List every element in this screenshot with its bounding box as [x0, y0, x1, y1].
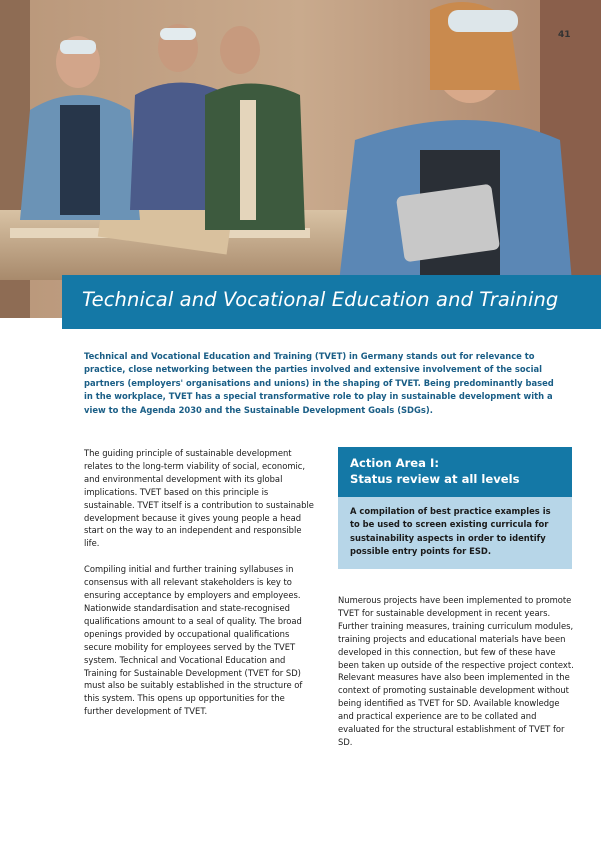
action-area-body — [338, 497, 572, 569]
page-title: Technical and Vocational Education and Training — [82, 288, 559, 311]
left-column — [84, 447, 316, 731]
action-area-title-line2: Status review at all levels — [350, 472, 520, 486]
title-banner — [62, 275, 601, 329]
workshop-photo — [0, 0, 601, 318]
page-number: 41 — [558, 30, 571, 40]
action-area-text: A compilation of best practice examples is to be used to screen existing curricula for sustainability aspects in order to identify possible entry points for ESD. — [350, 506, 551, 556]
action-area-header — [338, 447, 572, 497]
intro-paragraph — [84, 350, 556, 417]
left-paragraph-2: Compiling initial and further training syllabuses in consensus with all relevant stakeholders is key to ensuring acceptance by employers and employees. Nationwide standardisation and state-recognised qualifications amount to a seal of quality. The broad openings provided by occupational qualifications secure mobility for employees served by the TVET system. Technical and Vocational Education and Training for Sustainable Development (TVET for SD) must also be suitably established in the structure of this system. This opens up opportunities for the further development of TVET. — [84, 564, 303, 717]
intro-text: Technical and Vocational Education and Training (TVET) in Germany stands out for relevance to practice, close networking between the parties involved and extensive involvement of the social partners (employers' organisations and unions) in the shaping of TVET. Being predominantly based in the workplace, TVET has a special transformative role to play in sustainable development with a view to the Agenda 2030 and the Sustainable Development Goals (SDGs). — [84, 351, 554, 415]
action-area-box — [338, 447, 572, 569]
right-paragraph-1: Numerous projects have been implemented to promote TVET for sustainable development in recent years. Further training measures, training curriculum modules, training projects and educational materials have been developed in this connection, but few of these have been taken up outside of the respective project context. Relevant measures have also been implemented in the context of promoting sustainable development without being identified as TVET for SD. Available knowledge and practical experience are to be collated and evaluated for the structural establishment of TVET for SD. — [338, 595, 574, 747]
right-column — [338, 594, 574, 762]
left-paragraph-1: The guiding principle of sustainable development relates to the long-term viability of social, economic, and environmental development with its global implications. TVET based on this principle is sustainable. TVET itself is a contribution to sustainable development because it gives young people a head start on the way to an independent and responsible life. — [84, 448, 314, 549]
action-area-title-line1: Action Area I: — [350, 456, 439, 470]
